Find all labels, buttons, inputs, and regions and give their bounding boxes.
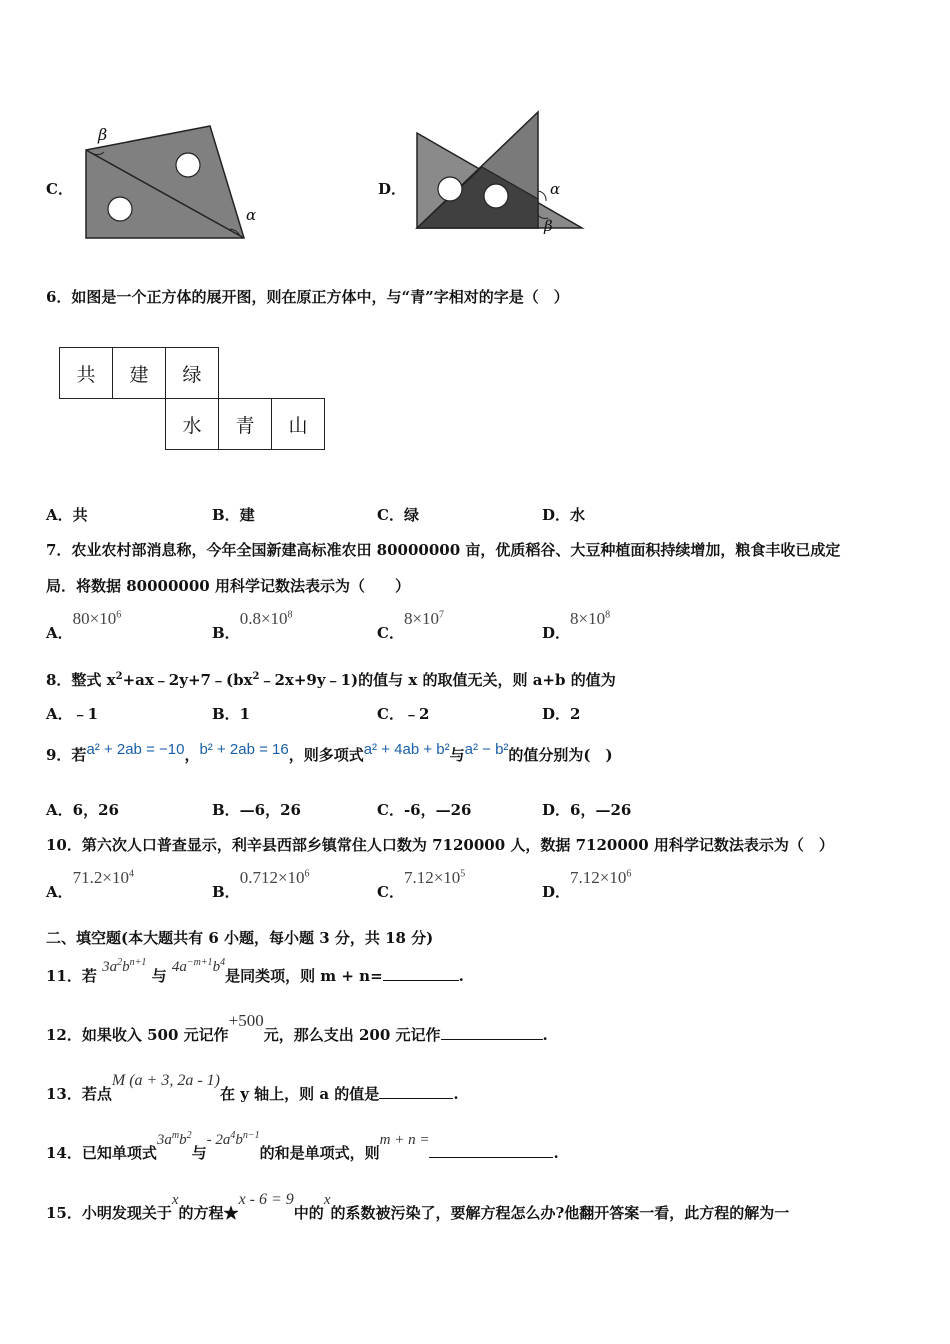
net-cell: 山 xyxy=(272,399,325,450)
q7-option-a[interactable]: A．$80\times 10^6$ xyxy=(46,609,122,642)
q8-option-c[interactable]: C．﹣2 xyxy=(377,705,430,723)
cube-net xyxy=(59,347,325,450)
q10-option-d[interactable]: D．$7.12\times 10^6$ xyxy=(542,868,632,901)
option-c-label: C． xyxy=(46,180,73,198)
figure-c-triangles xyxy=(80,118,260,246)
question-7-line1: 7．农业农村部消息称，今年全国新建高标准农田 80000000 亩，优质稻谷、大豆种植面积持续增加，粮食丰收已成定 xyxy=(46,541,841,559)
question-14: 14．已知单项式$3a^mb^2$与- $2a^4b^{n-1}$的和是单项式，则m + n =. xyxy=(46,1130,559,1162)
q6-option-c[interactable]: C．绿 xyxy=(377,506,419,524)
figure-d-triangles xyxy=(410,105,590,235)
question-7-line2: 局．将数据 80000000 用科学记数法表示为（ ） xyxy=(46,577,410,595)
question-12: 12．如果收入 500 元记作+500元，那么支出 200 元记作 . xyxy=(46,1011,548,1044)
q9-option-b[interactable]: B．—6，26 xyxy=(212,801,301,819)
q10-option-a[interactable]: A．$71.2\times 10^4$ xyxy=(46,868,134,901)
q6-option-a[interactable]: A．共 xyxy=(46,506,88,524)
q9-option-a[interactable]: A．6，26 xyxy=(46,801,119,819)
question-6: 6．如图是一个正方体的展开图，则在原正方体中，与“青”字相对的字是（ ） xyxy=(46,288,569,306)
q10-option-b[interactable]: B．$0.712\times 10^6$ xyxy=(212,868,310,901)
q8-option-d[interactable]: D．2 xyxy=(542,705,581,723)
answer-blank[interactable] xyxy=(429,1143,553,1158)
q8-option-b[interactable]: B．1 xyxy=(212,705,251,723)
net-cell: 水 xyxy=(166,399,219,450)
net-cell: 绿 xyxy=(166,348,219,399)
net-cell: 建 xyxy=(113,348,166,399)
q9-option-d[interactable]: D．6，—26 xyxy=(542,801,632,819)
beta-label: β xyxy=(544,217,553,235)
answer-blank[interactable] xyxy=(379,1084,453,1099)
answer-blank[interactable] xyxy=(441,1025,543,1040)
q6-option-d[interactable]: D．水 xyxy=(542,506,586,524)
section-2-heading: 二、填空题(本大题共有 6 小题，每小题 3 分，共 18 分) xyxy=(46,929,434,947)
q7-option-b[interactable]: B．$0.8\times 10^8$ xyxy=(212,609,293,642)
answer-blank[interactable] xyxy=(383,966,459,981)
alpha-label: α xyxy=(246,206,257,224)
question-8: 8．整式 $x^2+ax﹣2y+7﹣(bx^2﹣2x+9y﹣1)$的值与 x 的取值无关，则 a+b 的值为 xyxy=(46,671,616,689)
net-cell: 共 xyxy=(60,348,113,399)
q7-option-d[interactable]: D．$8\times 10^8$ xyxy=(542,609,611,642)
q8-option-a[interactable]: A．﹣1 xyxy=(46,705,99,723)
q10-option-c[interactable]: C．$7.12\times 10^5$ xyxy=(377,868,466,901)
q7-option-c[interactable]: C．$8\times 10^7$ xyxy=(377,609,445,642)
question-13: 13．若点M (a + 3, 2a - 1)在 y 轴上，则 a 的值是 . xyxy=(46,1072,459,1103)
question-9: 9．若a² + 2ab = −10，b² + 2ab = 16，则多项式a² + 4ab + b²与a² − b²的值分别为( ) xyxy=(46,741,613,764)
q9-option-c[interactable]: C．-6，—26 xyxy=(377,801,472,819)
question-11: 11．若 $3a^2b^{n+1}$ 与 $4a^{-m+1}b^4$是同类项，则 m + n= . xyxy=(46,957,464,985)
alpha-label: α xyxy=(550,180,561,198)
beta-label: β xyxy=(98,125,108,144)
option-d-label: D． xyxy=(378,180,407,198)
question-10: 10．第六次人口普查显示，利辛县西部乡镇常住人口数为 7120000 人，数据 7120000 用科学记数法表示为（ ） xyxy=(46,836,834,854)
q6-option-b[interactable]: B．建 xyxy=(212,506,255,524)
question-15: 15．小明发现关于x的方程★x - 6 = 9中的x的系数被污染了，要解方程怎么办?他翻开答案一看，此方程的解为一 xyxy=(46,1191,790,1222)
net-cell: 青 xyxy=(219,399,272,450)
